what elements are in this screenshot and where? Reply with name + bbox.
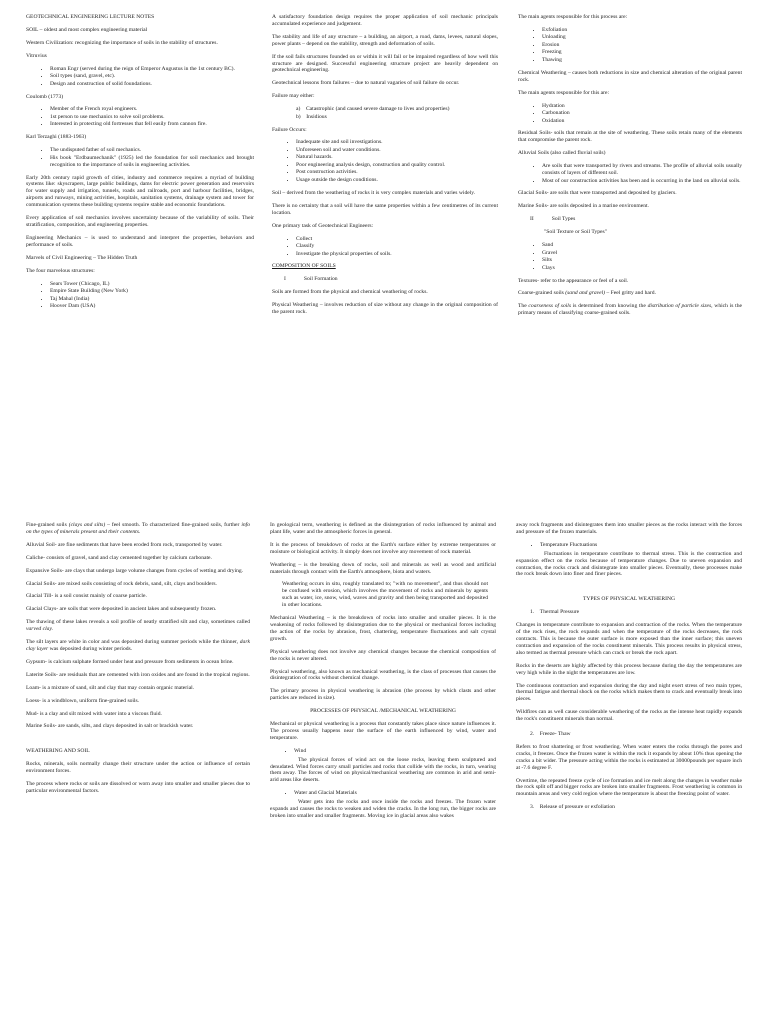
text-run: – Feel gritty and hard.	[605, 290, 656, 297]
paragraph-glacial: Glacial Soils- are mixed soils consisting of rock debris, sand, silt, clays and boulders.	[26, 580, 217, 587]
roman-numeral: I	[284, 276, 286, 283]
list-item: • Temperature Fluctuations	[540, 542, 742, 549]
paragraph-marine: Marine Soils- are soils deposited in a marine environment.	[518, 203, 649, 210]
heading-coulomb: Coulomb (1773)	[26, 93, 64, 100]
paragraph-chemical: Chemical Weathering – causes both reductions in size and chemical alteration of the original parent rock.	[518, 69, 742, 83]
text-run: – feel smooth. To characterized fine-grained soils, further	[105, 522, 242, 528]
paragraph-loess: Loess- is a windblown, uniform fine-grained soils.	[26, 697, 140, 704]
text-run: , which is the primary means of classifying coarse-grained soils.	[518, 303, 742, 317]
text-run-italic: varved clay.	[26, 626, 54, 633]
list-item: a) Catastrophic (and caused severe damage to lives and properties)	[296, 106, 450, 113]
roman-numeral: II	[530, 216, 534, 223]
paragraph-wind: The physical forces of wind act on the loose rocks, leaving them sculptured and denudated. Wind forces carry small particles and rocks that collide with the rocks, in turn, wearing them away. The forces of wind on physical/mechanical weathering are common in arid and semi-arid areas like deserts.	[270, 756, 496, 784]
list-item: • Member of the French royal engineers.	[50, 106, 254, 113]
paragraph-coarseness	[518, 303, 742, 317]
list-item: • Freezing	[542, 49, 742, 56]
paragraph-loam: Loam- is a mixture of sand, silt and clay that may contain organic material.	[26, 684, 195, 691]
list-item: • Interested in protecting old fortresses that fell easily from cannon fire.	[50, 121, 254, 128]
paragraph-failure-may: Failure may either:	[272, 93, 315, 100]
list-item: • Poor engineering analysis design, construction and quality control.	[296, 162, 498, 169]
list-item: • His book "Erdbaumechanik" (1925) led the foundation for soil mechanics and brought recognition to the importance of soils in engineering activities.	[50, 155, 254, 169]
paragraph-geological-term: In geological term, weathering is defined as the disintegration of rocks influenced by animal and plant life, water and the atmospheric forces in general.	[270, 522, 496, 535]
paragraph-primary-task: One primary task of Geotechnical Engineers:	[272, 222, 374, 229]
heading-types-physical: TYPES OF PHYSICAL WEATHERING	[582, 596, 676, 603]
text-run: Fine-grained soils	[26, 522, 69, 528]
paragraph-satisfactory: A satisfactory foundation design requires the proper application of soil mechanic principals accumulated experience and judgement.	[272, 14, 498, 27]
list-item: • Taj Mahal (India)	[50, 296, 254, 303]
paragraph-if-soil: If the soil fails structures founded on or within it will fail or be impaired regardless of how well this structure are designed. Successful engineering structure project are heavily dependent on geotechnical engineering.	[272, 53, 498, 74]
page-1-column-1	[26, 14, 254, 484]
list-item: • Sand	[542, 242, 742, 249]
paragraph-overtime: Overtime, the repeated freeze cycle of ice formation and ice melt along the changes in weather make the rock split off and bigger rocks are broken into smaller fragments. Frost weathering is common in mountain areas and very cold region where the temperature is about the freezing point of water.	[516, 777, 742, 798]
text-run-italic: distribution of particle sizes	[647, 303, 712, 310]
list-item: • Inadequate site and soil investigations.	[296, 139, 498, 146]
paragraph-main-agents: The main agents responsible for this process are:	[518, 14, 628, 20]
paragraph-western: Western Civilization: recognizing the importance of soils in the stability of structures.	[26, 39, 218, 46]
list-item: • Sears Tower (Chicago, IL)	[50, 281, 254, 288]
text-run: The thawing of these lakes reveals a soil profile of neatly stratified silt and clay, sometimes called	[26, 619, 250, 626]
list-item: • Design and construction of solid foundations.	[50, 81, 254, 88]
paragraph-freeze: Refers to frost shattering or frost weathering. When water enters the rocks through the pores and cracks, it freezes. Once the frozen water is within the rock it expands by about 10% thus opening the cracks a bit wider. The pressure acting within the rocks is estimated at 30000pounds per square inch at -7.6 degree F.	[516, 743, 742, 771]
list-item: • Post construction activities.	[296, 169, 498, 176]
list-structures	[26, 281, 254, 310]
heading-thermal-pressure: 1. Thermal Pressure	[530, 609, 580, 616]
paragraph-physical-2: Physical weathering, also known as mechanical weathering, is the class of processes that causes the disintegration of rocks without chemical change.	[270, 668, 496, 682]
list-item: • Clays	[542, 265, 742, 272]
paragraph-deserts: Rocks in the deserts are highly affected by this process because during the day the temperatures are very high while in the night the temperatures are low.	[516, 662, 742, 676]
text-run-italic: coarseness of soils	[528, 303, 572, 310]
paragraph-residual: Residual Soils- soils that remain at the site of weathering. These soils retain many of the elements that compromise the parent rock.	[518, 130, 742, 144]
paragraph-physical: Physical weathering does not involve any chemical changes because the chemical composition of the rocks is never altered.	[270, 648, 496, 662]
paragraph-thawing	[26, 619, 250, 633]
list-item: • Gravel	[542, 250, 742, 257]
list-item: • Carbonation	[542, 110, 742, 117]
list-failure-effects	[272, 106, 498, 120]
paragraph-failure-occurs: Failure Occurs:	[272, 126, 307, 133]
paragraph-primary: The primary process in physical weathering is abrasion (the process by which clasts and other particles are reduced in size).	[270, 688, 496, 702]
list-item: b) Insidious	[296, 113, 327, 120]
list-item: • Oxidation	[542, 118, 742, 125]
text-run-italic: info on the types of minerals present and their contents.	[26, 522, 250, 535]
heading-weathering: WEATHERING AND SOIL	[26, 748, 90, 755]
heading-release-pressure: 3. Release of pressure or exfoliation	[530, 804, 615, 811]
section-soil-types	[518, 216, 742, 223]
list-item: • The undisputed father of soil mechanics.	[50, 147, 254, 154]
text-run: The	[518, 303, 529, 310]
paragraph-main-agents-2: The main agents responsible for this are:	[518, 89, 610, 96]
list-item: • Thawing	[542, 57, 742, 64]
text-run-italic: (clays and silts)	[68, 522, 106, 528]
paragraph-soil-derived: Soil – derived from the weathering of rocks it is very complex materials and varies widely.	[272, 189, 476, 196]
list-item: • Hydration	[542, 103, 742, 110]
list-failure-causes	[272, 139, 498, 183]
paragraph-in-situ: Weathering occurs in situ, roughly translated to; "with no movement", and thus should not be confused with erosion, which involves the movement of rocks and minerals by agents such as water, ice, snow, wind, waves and gravity and then being transported and deposited in other locations.	[282, 581, 488, 609]
paragraph-textures: Textures- refer to the appearance or feel of a soil.	[518, 277, 629, 284]
list-item: • Unloading	[542, 34, 742, 41]
text-run-italic: (sand and gravel)	[565, 290, 606, 297]
paragraph-formed: Soils are formed from the physical and chemical weathering of rocks.	[272, 289, 428, 296]
text-run: The silt layers are white in color and was deposited during summer periods while the thinner,	[26, 639, 240, 646]
paragraph-water: Water gets into the rocks and once inside the rocks and freezes. The frozen water expands and causes the rocks to weaken and widen the cracks. In the long run, the bigger rocks are broken into smaller and smaller fragments. Moving ice in glacial areas also wakes	[270, 799, 496, 819]
paragraph-mud: Mud- is a clay and silt mixed with water into a viscous fluid.	[26, 710, 162, 717]
heading-vitruvius: Vitruvius	[26, 52, 47, 59]
paragraph-alluvial: Alluvial Soil- are fine sediments that have been eroded from rock, transported by water.	[26, 541, 223, 548]
list-primary-task	[272, 236, 498, 258]
list-item: • Roman Engr (served during the reign of Emperor Augustus in the 1st century BC).	[50, 66, 254, 73]
page-2-column-1	[26, 522, 250, 1012]
paragraph-four: The four marvelous structures:	[26, 267, 95, 274]
text-run: Coarse-grained soils	[518, 290, 566, 297]
paragraph-coarse	[518, 290, 742, 297]
paragraph-till: Glacial Till- is a soil consist mainly of coarse particle.	[26, 593, 147, 600]
paragraph-marvels: Marvels of Civil Engineering – The Hidden Truth	[26, 254, 138, 261]
section-title: Soil Types	[551, 216, 576, 223]
paragraph-soil: SOIL – oldest and most complex engineering material	[26, 26, 148, 33]
text-run: is determined from knowing the	[571, 303, 648, 310]
list-item: • 1st person to use mechanics to solve soil problems.	[50, 114, 254, 121]
paragraph-process: The process where rocks or soils are dissolved or worn away into smaller and smaller pieces due to particular environmental factors.	[26, 781, 250, 794]
paragraph-thermal: Changes in temperature contribute to expansion and contraction of the rocks. When the temperature of the rock rises, the rock expands and when the temperature of the rocks decreases, the rock contracts. This is because the outer surface is more exposed than the inner surface; this uneven contraction and expansion of the rocks constituent minerals. This process results in physical stress, also termed as thermal pressure which can crack or break the rock apart.	[516, 622, 742, 656]
page-1-column-2	[272, 14, 498, 484]
paragraph-alluvial: Alluvial Soils (also called fluvial soils)	[518, 150, 606, 157]
paragraph-weathering: Weathering – is the breaking down of rocks, soil and minerals as well as wood and artificial materials through contact with the Earth's atmosphere, biota and waters.	[270, 561, 496, 575]
paragraph-soil-texture: "Soil Texture or Soil Types"	[544, 229, 607, 236]
list-item: • Silts	[542, 257, 742, 264]
heading-freeze-thaw: 2. Freeze- Thaw	[530, 731, 571, 738]
list-item: • Soil types (sand, gravel, etc).	[50, 73, 254, 80]
list-item: • Investigate the physical properties of soils.	[296, 251, 498, 258]
paragraph-mechanical-process: Mechanical or physical weathering is a process that constantly takes place since nature influences it. The process usually happens near the surface of the earth influenced by wind, water and temperature.	[270, 721, 496, 741]
list-alluvial	[518, 163, 742, 184]
paragraph-stability: The stability and life of any structure – a building, an airport, a road, dams, levees, natural slopes, power plants – depend on the stability, strength and deformation of soils.	[272, 33, 498, 47]
heading-composition: COMPOSITION OF SOILS	[272, 263, 336, 270]
list-item: • Water and Glacial Materials	[294, 790, 496, 797]
list-item: • Classify	[296, 243, 498, 250]
section-soil-formation	[272, 276, 498, 283]
page-2-column-3	[516, 522, 742, 1012]
list-item: • Natural hazards.	[296, 154, 498, 161]
paragraph-away: away rock fragments and disintegrates them into smaller pieces as the rocks interact with the forces and pressure of the frozen materials.	[516, 522, 742, 535]
list-item: • Wind	[294, 748, 496, 755]
list-chemical-agents	[518, 103, 742, 125]
text-run: was deposited during winter periods.	[48, 645, 133, 652]
list-physical-agents	[518, 27, 742, 64]
list-wind	[270, 748, 496, 755]
paragraph-early: Early 20th century rapid growth of cities, industry and commerce requires a myriad of building systems like: skyscrapers, large public buildings, dams for electric power generation and reservoirs for water supply and irrigation, tunnels, roads and railroads, port and harbour facilities, bridges, airports and runways, mining activities, hospitals, sanitation systems, drainage system and tower for communication systems these building systems require stable and economic foundations.	[26, 174, 254, 209]
list-temperature	[516, 542, 742, 549]
list-terzaghi	[26, 147, 254, 168]
list-item: • Exfoliation	[542, 27, 742, 34]
page-2-column-2	[270, 522, 496, 1012]
paragraph-temperature: Fluctuations in temperature contribute to thermal stress. This is the contraction and expansion effect on the rocks because of temperature changes. Due to uneven expansion and contraction, the rocks crack and disintegrate into smaller pieces. Eventually, these processes make the rock break down into finer and finer pieces.	[516, 550, 742, 578]
paragraph-glacial: Glacial Soils- are soils that were transported and deposited by glaciers.	[518, 190, 677, 197]
paragraph-continuous: The continuous contraction and expansion during the day and night exert stress of two main types, thermal fatigue and thermal shock on the rocks which makes them to crack and eventually break into pieces.	[516, 682, 742, 703]
list-vitruvius	[26, 66, 254, 88]
paragraph-silt	[26, 639, 250, 653]
paragraph-mechanical: Mechanical Weathering – is the breakdown of rocks into smaller and smaller pieces. It is the weakening of rocks followed by disintegration due to the physical or mechanical forces including the action of the rocks by abrasion, frost, chattering, temperature fluctuations and salt crystal growth.	[270, 615, 496, 642]
list-item: • Are soils that were transported by rivers and streams. The profile of alluvial soils usually consists of layers of different soil.	[542, 163, 742, 177]
paragraph-glacial-clays: Glacial Clays- are soils that were deposited in ancient lakes and subsequently frozen.	[26, 606, 217, 613]
text-run-italic: dark clay layer	[26, 639, 250, 652]
paragraph-breakdown: It is the process of breakdown of rocks at the Earth's surface either by extreme temperatures or moisture or biological activity. It simply does not involve any movement of rock material.	[270, 541, 496, 555]
list-item: • Empire State Building (New York)	[50, 288, 254, 295]
page-1-column-3	[518, 14, 742, 484]
heading-processes: PROCESSES OF PHYSICAL /MECHANICAL WEATHERING	[310, 708, 456, 715]
page-2	[0, 522, 768, 1012]
paragraph-expansive: Expansive Soils- are clays that undergo large volume changes from cycles of wetting and drying.	[26, 567, 244, 574]
list-item: • Usage outside the design conditions.	[296, 177, 498, 184]
document-title: GEOTECHNICAL ENGINEERING LECTURE NOTES	[26, 14, 155, 20]
paragraph-every: Every application of soil mechanics involves uncertainty because of the variability of soils. Their stratification, composition, and engineering properties.	[26, 215, 254, 228]
paragraph-lessons: Geotechnical lessons from failures – due to natural vagaries of soil failure do occur.	[272, 80, 460, 87]
paragraph-gypsum: Gypsum- is calcium sulphate formed under heat and pressure from sediments in ocean brine.	[26, 658, 234, 665]
list-water	[270, 790, 496, 797]
paragraph-wildfires: Wildfires can as well cause considerable weathering of the rocks as the intense heat rapidly expands the rock's constituent minerals than normal.	[516, 709, 742, 723]
list-item: • Unforeseen soil and water conditions.	[296, 147, 498, 154]
paragraph-marine: Marine Soils- are sands, silts, and clays deposited in salt or brackish water.	[26, 723, 194, 730]
paragraph-laterite: Laterite Soils- are residuals that are cemented with iron oxides and are found in the tropical regions.	[26, 671, 250, 678]
list-item: • Erosion	[542, 42, 742, 49]
paragraph-rocks: Rocks, minerals, soils normally change their structure under the action or influence of certain environment forces.	[26, 761, 250, 775]
page-1	[0, 14, 768, 484]
paragraph-no-certainty: There is no certainty that a soil will have the same properties within a few centimetres of its current location.	[272, 202, 498, 216]
list-soil-types	[518, 242, 742, 271]
paragraph-engineering-mechanics: Engineering Mechanics – is used to understand and interpret the properties, behaviors and performance of soils.	[26, 234, 254, 248]
list-coulomb	[26, 106, 254, 128]
list-item: • Collect	[296, 236, 498, 243]
heading-terzaghi: Karl Terzaghi (1883-1963)	[26, 134, 87, 141]
section-title: Soil Formation	[303, 276, 338, 283]
paragraph-physical: Physical Weathering – involves reduction of size without any change in the original composition of the parent rock.	[272, 302, 498, 316]
list-item: • Most of our construction activities has been and is occurring in the land on alluvial soils.	[542, 178, 742, 185]
paragraph-caliche: Caliche- consists of gravel, sand and clay cemented together by calcium carbonate.	[26, 554, 212, 561]
paragraph-fine-grained	[26, 522, 250, 536]
list-item: • Hoover Dam (USA)	[50, 303, 254, 310]
